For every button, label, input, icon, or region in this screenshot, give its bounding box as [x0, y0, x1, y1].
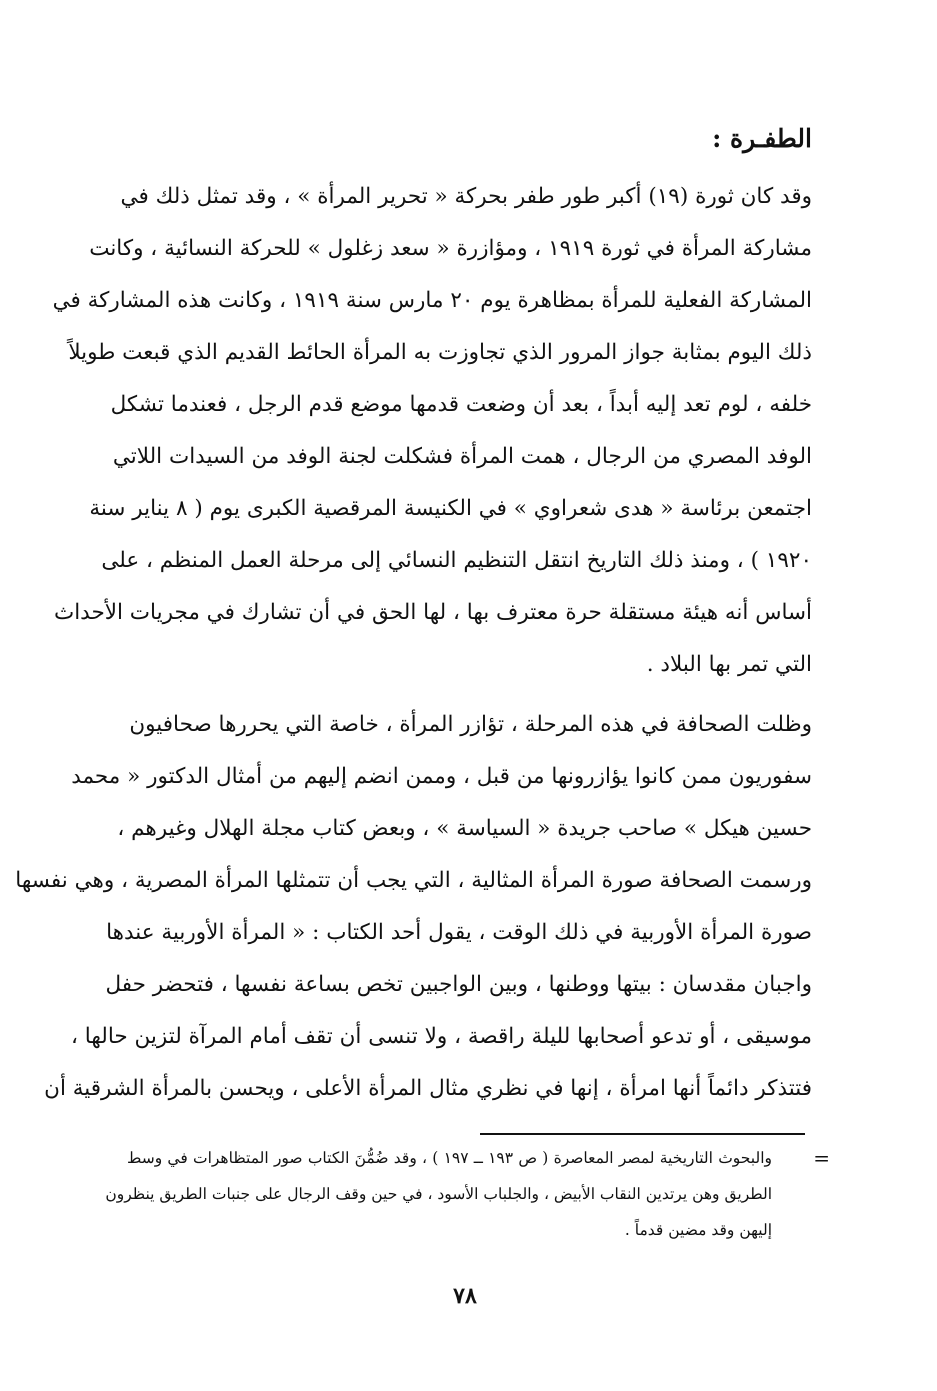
paragraph-line: ذلك اليوم بمثابة جواز المرور الذي تجاوزت به المرأة الحائط القديم الذي قبعت طويلاً [68, 340, 812, 365]
paragraph-line: فتتذكر دائماً أنها امرأة ، إنها في نظري مثال المرأة الأعلى ، ويحسن بالمرأة الشرقية أن [44, 1076, 812, 1101]
paragraph-line: المشاركة الفعلية للمرأة بمظاهرة يوم ٢٠ مارس سنة ١٩١٩ ، وكانت هذه المشاركة في [52, 288, 812, 313]
page-number: ٧٨ [453, 1283, 477, 1309]
section-heading: الطفـرة : [712, 124, 812, 153]
footnote-line: والبحوث التاريخية لمصر المعاصرة ( ص ١٩٣ ــ ١٩٧ ) ، وقد ضُمُّنَ الكتاب صور المتظاهرات في وسط [127, 1149, 772, 1167]
paragraph-line: ورسمت الصحافة صورة المرأة المثالية ، التي يجب أن تتمثلها المرأة المصرية ، وهي نفسها [15, 868, 812, 893]
paragraph-line: وظلت الصحافة في هذه المرحلة ، تؤازر المرأة ، خاصة التي يحررها صحافيون [129, 712, 812, 737]
paragraph-line: الوفد المصري من الرجال ، همت المرأة فشكلت لجنة الوفد من السيدات اللاتي [112, 444, 812, 469]
footnote-line: إليهن وقد مضين قدماً . [624, 1221, 772, 1239]
paragraph-line: واجبان مقدسان : بيتها ووطنها ، وبين الواجبين تخص بساعة نفسها ، فتحضر حفل [105, 972, 812, 997]
footnote-continuation-marker: = [813, 1146, 830, 1170]
paragraph-line: وقد كان ثورة (١٩) أكبر طور طفر بحركة « تحرير المرأة » ، وقد تمثل ذلك في [120, 184, 812, 209]
paragraph-line: حسين هيكل » صاحب جريدة « السياسة » ، وبعض كتاب مجلة الهلال وغيرهم ، [117, 816, 812, 841]
paragraph-line: مشاركة المرأة في ثورة ١٩١٩ ، ومؤازرة « سعد زغلول » للحركة النسائية ، وكانت [89, 236, 812, 261]
paragraph-line: صورة المرأة الأوربية في ذلك الوقت ، يقول أحد الكتاب : « المرأة الأوربية عندها [106, 920, 812, 945]
footnote-line: الطريق وهن يرتدين النقاب الأبيض ، والجلباب الأسود ، في حين وقف الرجال على جنبات الطريق ينظرون [105, 1185, 772, 1203]
paragraph-line: أساس أنه هيئة مستقلة حرة معترف بها ، لها الحق في أن تشارك في مجريات الأحداث [53, 600, 812, 625]
footnote-separator [480, 1133, 805, 1135]
paragraph-line: سفوريون ممن كانوا يؤازرونها من قبل ، وممن انضم إليهم من أمثال الدكتور « محمد [71, 764, 812, 789]
paragraph-line: ١٩٢٠ ) ، ومنذ ذلك التاريخ انتقل التنظيم النسائي إلى مرحلة العمل المنظم ، على [101, 548, 812, 573]
paragraph-line: التي تمر بها البلاد . [646, 652, 812, 677]
paragraph-line: خلفه ، لوم تعد إليه أبداً ، بعد أن وضعت قدمها موضع قدم الرجل ، فعندما تشكل [110, 392, 812, 417]
paragraph-line: موسيقى ، أو تدعو أصحابها لليلة راقصة ، ولا تنسى أن تقف أمام المرآة لتزين حالها ، [71, 1024, 812, 1049]
paragraph-line: اجتمعن برئاسة « هدى شعراوي » في الكنيسة المرقصية الكبرى يوم ( ٨ يناير سنة [89, 496, 812, 521]
